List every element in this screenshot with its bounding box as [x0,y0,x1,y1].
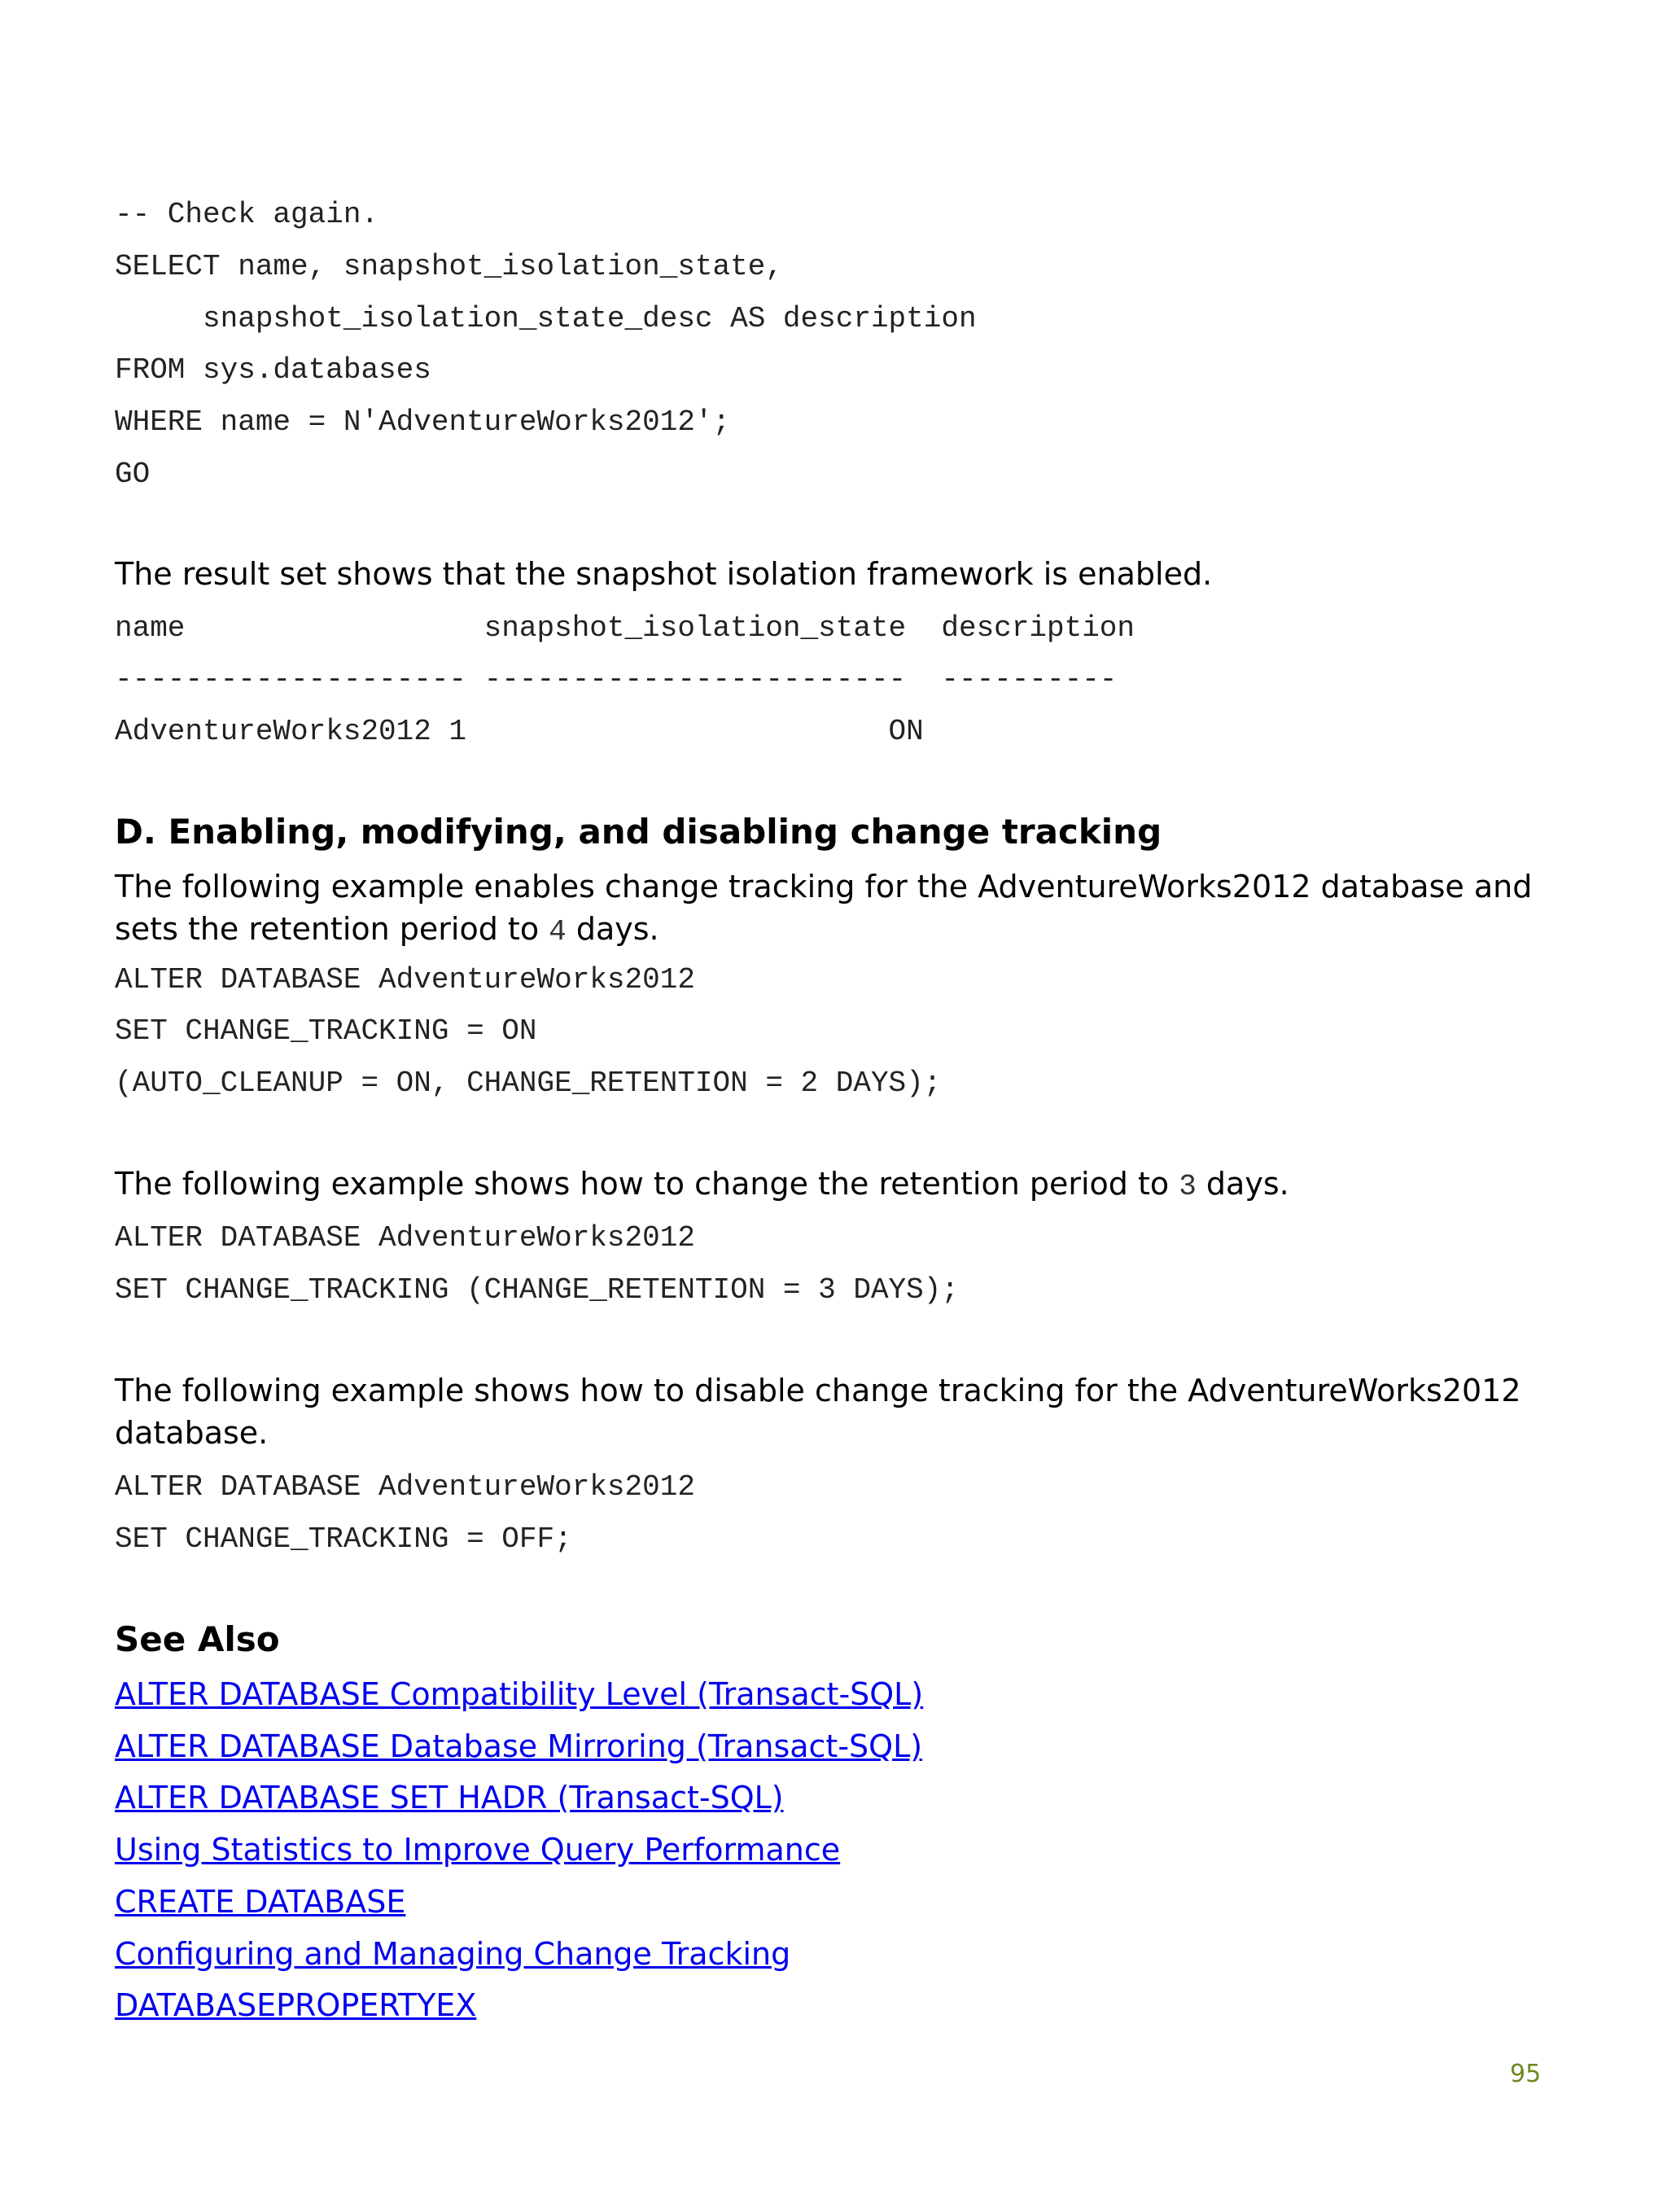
section-d-intro-paragraph [115,865,1564,953]
paragraph-text: days. [566,911,659,947]
code-line: SET CHANGE_TRACKING = ON [115,1014,537,1048]
paragraph-text: The following example enables change tracking for the AdventureWorks2012 database and sets the retention period to [115,869,1533,947]
result-separator-row: -------------------- ------------------------ ---------- [115,663,1118,696]
disable-tracking-paragraph: The following example shows how to disable change tracking for the AdventureWorks2012 database. [115,1373,1521,1451]
code-line: SELECT name, snapshot_isolation_state, [115,250,783,283]
link-create-database[interactable]: CREATE DATABASE [115,1884,406,1920]
inline-code-value: 3 [1179,1170,1197,1203]
link-configuring-change-tracking[interactable]: Configuring and Managing Change Tracking [115,1936,791,1972]
link-using-statistics[interactable]: Using Statistics to Improve Query Performance [115,1832,841,1868]
result-header-row: name snapshot_isolation_state description [115,611,1135,645]
code-line: SET CHANGE_TRACKING (CHANGE_RETENTION = 3 DAYS); [115,1273,959,1307]
code-line: -- Check again. [115,198,379,231]
code-line: snapshot_isolation_state_desc AS description [115,302,977,335]
section-d-heading: D. Enabling, modifying, and disabling change tracking [115,812,1162,852]
code-line: FROM sys.databases [115,353,431,387]
inline-code-value: 4 [549,915,567,948]
code-line: ALTER DATABASE AdventureWorks2012 [115,1221,695,1255]
link-alter-database-database-mirroring[interactable]: ALTER DATABASE Database Mirroring (Transact-SQL) [115,1728,923,1764]
code-line: ALTER DATABASE AdventureWorks2012 [115,963,695,996]
code-line: SET CHANGE_TRACKING = OFF; [115,1522,572,1556]
page-number: 95 [1510,2060,1542,2088]
modify-retention-paragraph [115,1163,1564,1208]
result-intro-paragraph: The result set shows that the snapshot isolation framework is enabled. [115,556,1213,592]
result-data-row: AdventureWorks2012 1 ON [115,715,924,748]
code-line: WHERE name = N'AdventureWorks2012'; [115,405,731,439]
link-databasepropertyex[interactable]: DATABASEPROPERTYEX [115,1987,477,2023]
paragraph-text: days. [1196,1166,1289,1202]
link-alter-database-compatibility-level[interactable]: ALTER DATABASE Compatibility Level (Transact-SQL) [115,1676,924,1712]
see-also-heading: See Also [115,1619,280,1659]
code-line: (AUTO_CLEANUP = ON, CHANGE_RETENTION = 2 DAYS); [115,1067,942,1100]
link-alter-database-set-hadr[interactable]: ALTER DATABASE SET HADR (Transact-SQL) [115,1780,784,1816]
code-line: GO [115,458,151,491]
code-line: ALTER DATABASE AdventureWorks2012 [115,1470,695,1504]
paragraph-text: The following example shows how to change the retention period to [115,1166,1179,1202]
